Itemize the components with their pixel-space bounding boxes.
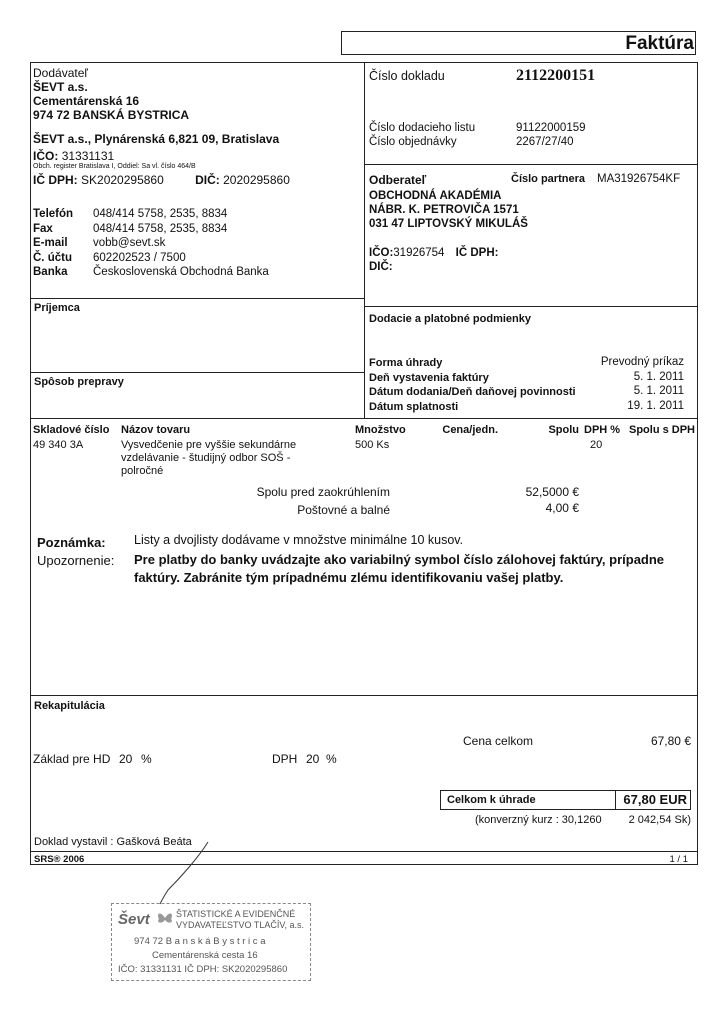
col-code-header: Skladové číslo <box>33 424 110 436</box>
supplier-icdph-label: IČ DPH: <box>33 173 78 187</box>
conv-label: (konverzný kurz : 30,1260 <box>475 814 602 826</box>
fax-value: 048/414 5758, 2535, 8834 <box>93 222 228 235</box>
footer-right: 1 / 1 <box>669 854 688 865</box>
stamp-line4: Cementárenská cesta 16 <box>152 950 258 961</box>
note-text: Listy a dvojlisty dodávame v množstve minimálne 10 kusov. <box>134 533 464 547</box>
partner-label: Číslo partnera <box>511 173 585 185</box>
delivery-note-value: 91122000159 <box>516 122 586 134</box>
issue-label: Deň vystavenia faktúry <box>369 372 489 384</box>
supplier-dic-label: DIČ: <box>195 173 220 187</box>
customer-icdph-label: IČ DPH: <box>455 247 499 259</box>
divider <box>364 306 698 307</box>
warning-line2: faktúry. Zabránite tým prípadnému zlému identifikovaniu vašej platby. <box>134 570 564 585</box>
account-value: 602202523 / 7500 <box>93 251 186 264</box>
transport-label: Spôsob prepravy <box>34 376 124 388</box>
conv-value: 2 042,54 Sk) <box>628 814 691 826</box>
row-qty: 500 Ks <box>355 439 390 451</box>
col-total-vat-header: Spolu s DPH <box>628 424 695 436</box>
divider <box>30 695 698 696</box>
customer-ico: 31926754 <box>393 247 445 259</box>
payment-label: Forma úhrady <box>369 357 443 369</box>
partner-value: MA31926754KF <box>597 173 681 185</box>
vat-pct: % <box>326 752 337 766</box>
stamp-line5: IČO: 31331131 IČ DPH: SK2020295860 <box>118 964 288 975</box>
col-vat-header: DPH % <box>584 424 621 436</box>
divider <box>615 790 616 810</box>
customer-ico-label: IČO: <box>369 247 394 259</box>
document-number: 2112200151 <box>516 67 596 84</box>
customer-label: Odberateľ <box>369 173 427 187</box>
divider <box>30 418 698 419</box>
supplier-street: Cementárenská 16 <box>33 94 140 108</box>
stamp-logo: Ševt <box>118 911 150 928</box>
account-label: Č. účtu <box>33 251 72 264</box>
col-name-header: Názov tovaru <box>121 424 191 436</box>
footer-left: SRS® 2006 <box>34 854 85 865</box>
document-number-label: Číslo dokladu <box>369 69 445 83</box>
divider <box>364 62 365 418</box>
supplier-label: Dodávateľ <box>33 66 88 80</box>
customer-dic-label: DIČ: <box>369 261 393 273</box>
total-price-label: Cena celkom <box>463 734 534 748</box>
supplier-city: 974 72 BANSKÁ BYSTRICA <box>33 108 190 122</box>
customer-city: 031 47 LIPTOVSKÝ MIKULÁŠ <box>369 218 528 230</box>
warning-line1: Pre platby do banky uvádzajte ako variabilný symbol číslo zálohovej faktúry, prípadne <box>134 552 665 567</box>
page-title: Faktúra <box>625 33 694 54</box>
phone-label: Telefón <box>33 208 74 220</box>
delivery-note-label: Číslo dodacieho listu <box>369 122 476 134</box>
stamp-line2: VYDAVATEĽSTVO TLAČÍV, a.s. <box>176 920 305 930</box>
stamp-line1: ŠTATISTICKÉ A EVIDENČNÉ <box>176 909 296 919</box>
vat-rate: 20 <box>306 752 320 766</box>
postage-label: Poštovné a balné <box>297 503 390 517</box>
order-label: Číslo objednávky <box>369 136 457 148</box>
base-rate: 20 <box>119 752 133 766</box>
company-stamp <box>111 903 311 981</box>
supplier-icdph: SK2020295860 <box>81 173 164 187</box>
divider <box>364 164 698 165</box>
supplier-block <box>33 66 361 187</box>
row-code: 49 340 3A <box>33 439 84 451</box>
subtotal-value: 52,5000 € <box>525 485 579 499</box>
due-label: Dátum splatnosti <box>369 401 459 413</box>
warning-label: Upozornenie: <box>37 553 115 568</box>
email-value: vobb@sevt.sk <box>93 237 166 249</box>
bank-label: Banka <box>33 266 68 278</box>
payment-value: Prevodný príkaz <box>600 356 684 368</box>
supplier-dic: 2020295860 <box>223 173 290 187</box>
row-name-line3: polročné <box>121 465 164 477</box>
subtotal-label: Spolu pred zaokrúhlením <box>256 485 390 499</box>
supplier-branch: ŠEVT a.s., Plynárenská 6,821 09, Bratislava <box>33 132 280 146</box>
supplier-contacts <box>33 207 269 280</box>
stamp-line3: 974 72 B a n s k á B y s t r i c a <box>134 936 266 947</box>
customer-name: OBCHODNÁ AKADÉMIA <box>369 190 502 202</box>
recap-label: Rekapitulácia <box>34 700 105 712</box>
total-price-value: 67,80 € <box>650 734 691 748</box>
issued-by-name: Gašková Beáta <box>116 836 192 848</box>
col-unit-price-header: Cena/jedn. <box>442 424 498 436</box>
note-label: Poznámka: <box>37 535 106 550</box>
signature-stroke <box>150 838 220 908</box>
supplier-register: Obch. register Bratislava I, Oddiel: Sa vl. číslo 464/B <box>33 163 196 170</box>
supplier-ico: 31331131 <box>61 149 115 163</box>
supplier-name: ŠEVT a.s. <box>33 80 88 94</box>
col-total-header: Spolu <box>548 424 579 436</box>
customer-street: NÁBR. K. PETROVIČA 1571 <box>369 204 519 216</box>
bank-value: Československá Obchodná Banka <box>93 266 269 278</box>
due-total-label: Celkom k úhrade <box>447 794 536 806</box>
customer-ids <box>369 247 498 259</box>
due-value: 19. 1. 2011 <box>627 400 684 412</box>
due-total-value: 67,80 EUR <box>623 792 687 807</box>
row-name-line2: vzdelávanie - študijný odbor SOŠ - <box>121 452 291 464</box>
base-pct: % <box>141 752 152 766</box>
email-label: E-mail <box>33 237 68 249</box>
fax-label: Fax <box>33 222 53 235</box>
issue-value: 5. 1. 2011 <box>633 371 684 383</box>
divider <box>30 372 365 373</box>
col-qty-header: Množstvo <box>355 424 406 436</box>
delivery-value: 5. 1. 2011 <box>633 385 684 397</box>
phone-value: 048/414 5758, 2535, 8834 <box>93 208 228 220</box>
postage-value: 4,00 € <box>545 501 579 515</box>
vat-label: DPH <box>272 752 298 766</box>
order-value: 2267/27/40 <box>516 136 574 148</box>
divider <box>30 851 698 852</box>
row-vat: 20 <box>590 439 603 451</box>
issued-by-label: Doklad vystavil : <box>34 836 114 848</box>
delivery-label: Dátum dodania/Deň daňovej povinnosti <box>369 386 576 398</box>
row-name-line1: Vysvedčenie pre vyššie sekundárne <box>121 439 297 451</box>
butterfly-icon <box>156 910 174 926</box>
recipient-label: Príjemca <box>34 302 80 314</box>
base-label: Základ pre HD <box>33 752 111 766</box>
divider <box>30 298 365 299</box>
terms-label: Dodacie a platobné podmienky <box>369 313 531 325</box>
supplier-ico-label: IČO: <box>33 149 59 163</box>
